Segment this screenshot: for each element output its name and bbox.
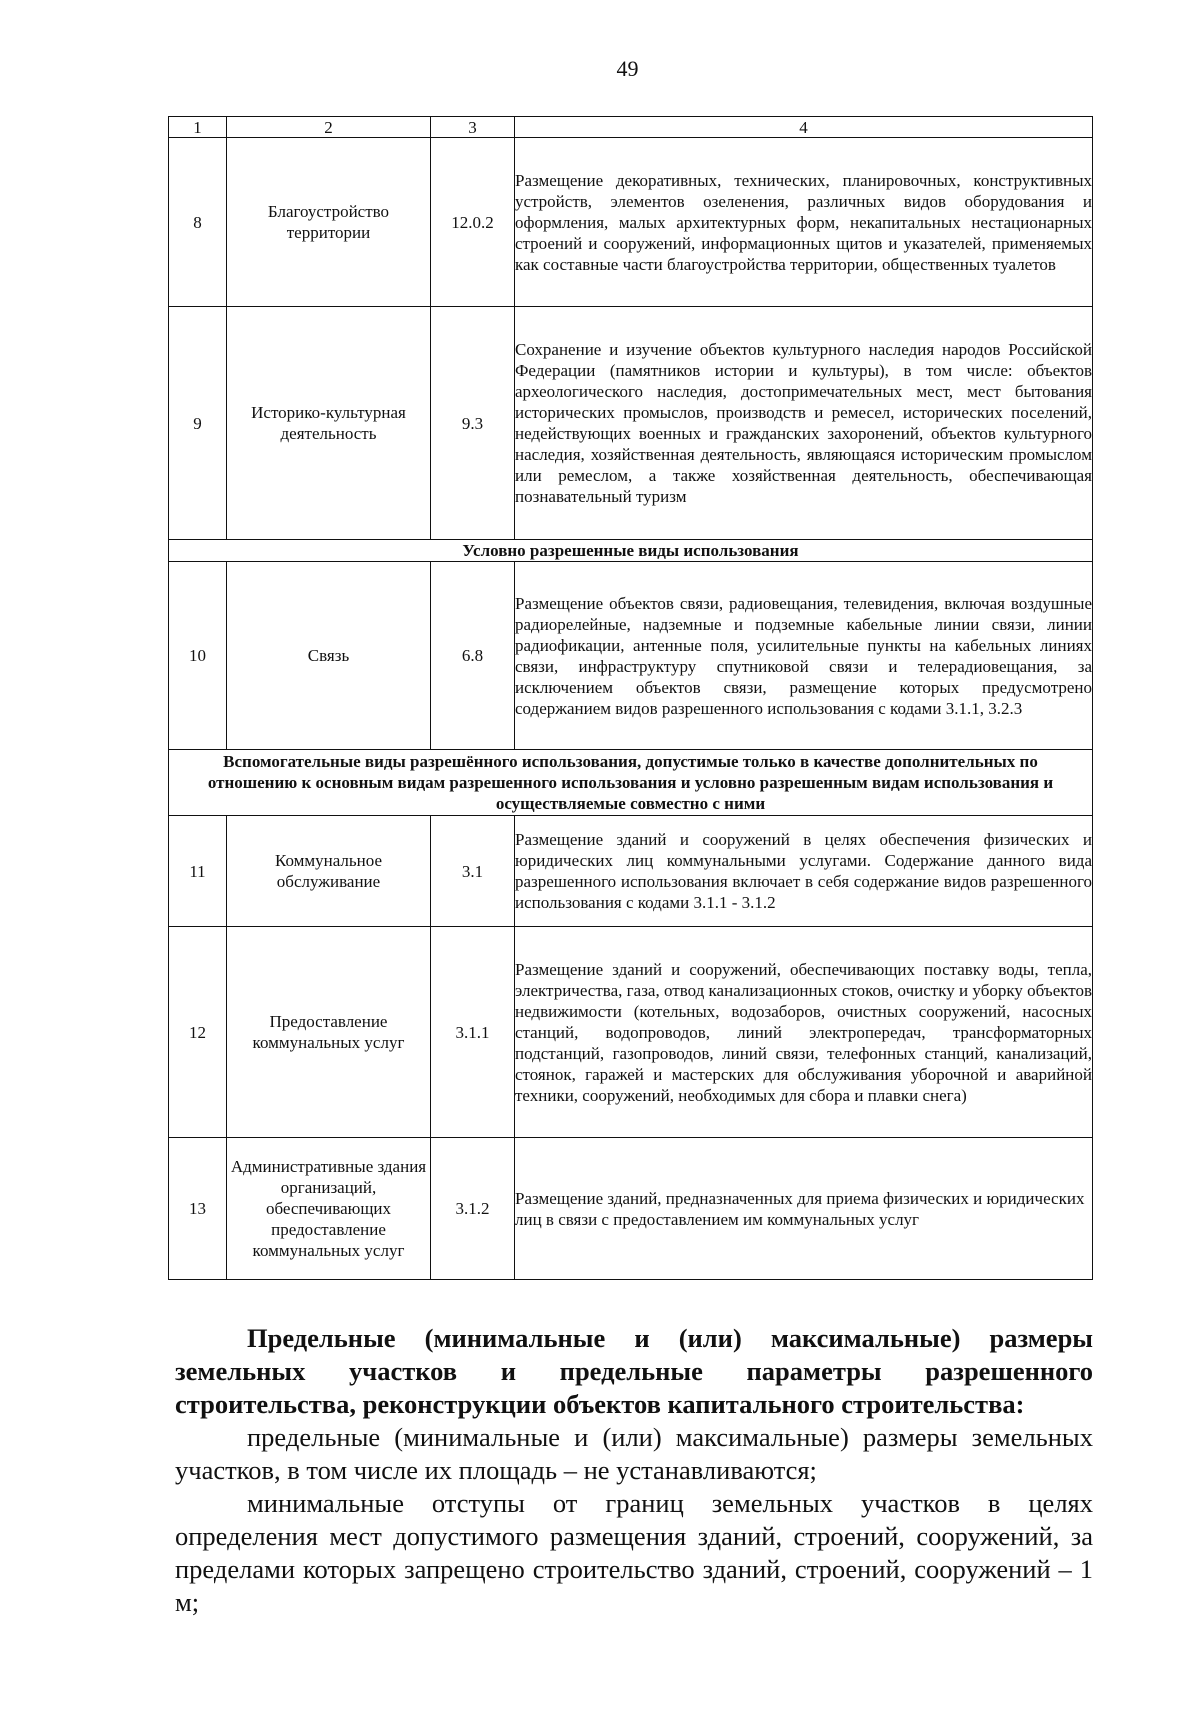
use-type-code: 3.1.2 [431, 1138, 515, 1280]
paragraph-setbacks: минимальные отступы от границ земельных участков в целях определения мест допустимого размещения зданий, строений, сооружений, за пределами которых запрещено строительство зданий, строений, сооружений – 1 м; [175, 1488, 1093, 1617]
page-number: 49 [616, 56, 639, 81]
use-type-code: 6.8 [431, 562, 515, 750]
table-header-row [169, 117, 1093, 138]
use-type-code: 3.1 [431, 816, 515, 927]
use-type-description: Размещение объектов связи, радиовещания, телевидения, включая воздушные радиорелейные, надземные и подземные кабельные линии связи, линии радиофикации, антенные поля, усилительные пункты на кабельных линиях связи, инфраструктуру спутниковой связи и телерадиовещания, за исключением объектов связи, размещение которых предусмотрено содержанием видов разрешенного использования с кодами 3.1.1, 3.2.3 [515, 562, 1093, 750]
use-type-name: Административные здания организаций, обеспечивающих предоставление коммунальных услуг [227, 1138, 431, 1280]
column-header: 2 [227, 117, 431, 138]
row-number: 11 [169, 816, 227, 927]
column-header: 1 [169, 117, 227, 138]
land-use-table [168, 116, 1093, 1280]
row-number: 12 [169, 927, 227, 1138]
use-type-name: Коммунальное обслуживание [227, 816, 431, 927]
use-type-name: Предоставление коммунальных услуг [227, 927, 431, 1138]
section-heading-auxiliary: Вспомогательные виды разрешённого использования, допустимые только в качестве дополнительных по отношению к основным видам разрешенного использования и условно разрешенным видам использования и осуществляемые совместно с ними [169, 750, 1093, 816]
column-header: 4 [515, 117, 1093, 138]
use-type-name: Историко-культурная деятельность [227, 307, 431, 540]
section-heading-conditional: Условно разрешенные виды использования [169, 540, 1093, 562]
use-type-code: 12.0.2 [431, 138, 515, 307]
table-row [169, 138, 1093, 307]
column-header: 3 [431, 117, 515, 138]
section-heading-limits: Предельные (минимальные и (или) максимальные) размеры земельных участков и предельные параметры разрешенного строительства, реконструкции объектов капитального строительства: [175, 1323, 1093, 1419]
use-type-description: Размещение зданий и сооружений в целях обеспечения физических и юридических лиц коммунальными услугами. Содержание данного вида разрешенного использования включает в себя содержание видов разрешенного использования с кодами 3.1.1 - 3.1.2 [515, 816, 1093, 927]
row-number: 10 [169, 562, 227, 750]
section-row [169, 750, 1093, 816]
table-row [169, 307, 1093, 540]
use-type-code: 9.3 [431, 307, 515, 540]
table-row [169, 927, 1093, 1138]
use-type-description: Размещение зданий и сооружений, обеспечивающих поставку воды, тепла, электричества, газа, отвод канализационных стоков, очистку и уборку объектов недвижимости (котельных, водозаборов, очистных сооружений, насосных станций, водопроводов, линий электропередач, трансформаторных подстанций, газопроводов, линий связи, телефонных станций, канализаций, стоянок, гаражей и мастерских для обслуживания уборочной и аварийной техники, сооружений, необходимых для сбора и плавки снега) [515, 927, 1093, 1138]
use-type-name: Благоустройство территории [227, 138, 431, 307]
body-text [175, 1322, 1093, 1619]
row-number: 13 [169, 1138, 227, 1280]
table-row [169, 816, 1093, 927]
table-row [169, 562, 1093, 750]
use-type-description: Сохранение и изучение объектов культурного наследия народов Российской Федерации (памятников истории и культуры), в том числе: объектов археологического наследия, достопримечательных мест, мест бытования исторических промыслов, производств и ремесел, исторических поселений, недействующих военных и гражданских захоронений, объектов культурного наследия, хозяйственная деятельность, являющаяся историческим промыслом или ремеслом, а также хозяйственная деятельность, обеспечивающая познавательный туризм [515, 307, 1093, 540]
use-type-code: 3.1.1 [431, 927, 515, 1138]
row-number: 9 [169, 307, 227, 540]
use-type-name: Связь [227, 562, 431, 750]
section-row [169, 540, 1093, 562]
use-type-description: Размещение зданий, предназначенных для приема физических и юридических лиц в связи с предоставлением им коммунальных услуг [515, 1138, 1093, 1280]
row-number: 8 [169, 138, 227, 307]
paragraph-plot-size: предельные (минимальные и (или) максимальные) размеры земельных участков, в том числе их площадь – не устанавливаются; [175, 1422, 1093, 1485]
use-type-description: Размещение декоративных, технических, планировочных, конструктивных устройств, элементов озеленения, различных видов оборудования и оформления, малых архитектурных форм, некапитальных нестационарных строений и сооружений, информационных щитов и указателей, применяемых как составные части благоустройства территории, общественных туалетов [515, 138, 1093, 307]
table-row [169, 1138, 1093, 1280]
